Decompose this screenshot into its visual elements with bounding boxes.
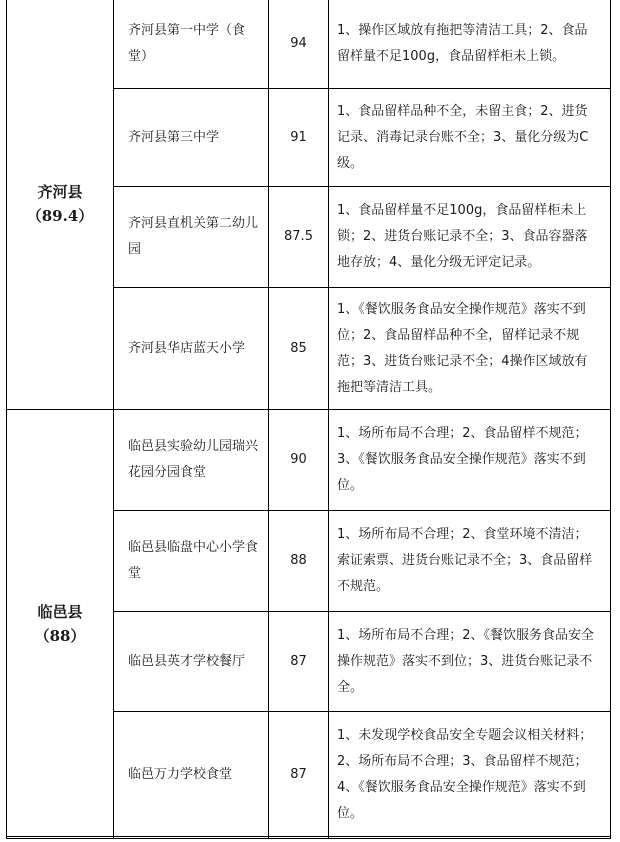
school-name-cell: 齐河县华店蓝天小学 [114, 288, 269, 410]
school-name-cell: 临邑县英才学校餐厅 [114, 612, 269, 712]
problems-cell: 1、场所布局不合理；2、食品留样不规范；3、《餐饮服务食品安全操作规范》落实不到位。 [329, 410, 611, 511]
score-cell: 91 [269, 89, 329, 187]
county-name: 临邑县 [37, 603, 83, 621]
problems-cell: 1、场所布局不合理；2、《餐饮服务食品安全操作规范》落实不到位；3、进货台账记录不全。 [329, 612, 611, 712]
problems-cell: 1、《餐饮服务食品安全操作规范》落实不到位；2、食品留样品种不全，留样记录不规范；3、进货台账记录不全；4操作区域放有拖把等清洁工具。 [329, 288, 611, 410]
county-average-score: （89.4） [26, 207, 94, 225]
score-cell: 90 [269, 410, 329, 511]
score-cell: 85 [269, 288, 329, 410]
school-name-cell: 齐河县第三中学 [114, 89, 269, 187]
problems-cell: 1、食品留样品种不全，未留主食；2、进货记录、消毒记录台账不全；3、量化分级为C级。 [329, 89, 611, 187]
score-cell: 87.5 [269, 187, 329, 288]
problems-cell: 1、食品留样量不足100g，食品留样柜未上锁；2、进货台账记录不全；3、食品容器落地存放；4、量化分级无评定记录。 [329, 187, 611, 288]
score-cell: 88 [269, 511, 329, 612]
score-cell: 87 [269, 712, 329, 839]
table-row [7, 0, 611, 89]
inspection-results-table [6, 0, 611, 839]
school-name-cell: 临邑县实验幼儿园瑞兴花园分园食堂 [114, 410, 269, 511]
score-cell: 87 [269, 612, 329, 712]
county-cell [7, 410, 114, 839]
problems-cell: 1、操作区域放有拖把等清洁工具；2、食品留样量不足100g，食品留样柜未上锁。 [329, 0, 611, 89]
table-row [7, 410, 611, 511]
problems-cell: 1、未发现学校食品安全专题会议相关材料；2、场所布局不合理；3、食品留样不规范；4、《餐饮服务食品安全操作规范》落实不到位。 [329, 712, 611, 839]
problems-cell: 1、场所布局不合理；2、食堂环境不清洁；索证索票、进货台账记录不全；3、食品留样不规范。 [329, 511, 611, 612]
county-average-score: （88） [34, 627, 86, 645]
score-cell: 94 [269, 0, 329, 89]
table-bottom-border [6, 836, 610, 837]
county-name: 齐河县 [37, 183, 83, 201]
school-name-cell: 临邑万力学校食堂 [114, 712, 269, 839]
county-cell [7, 0, 114, 410]
school-name-cell: 临邑县临盘中心小学食堂 [114, 511, 269, 612]
school-name-cell: 齐河县直机关第二幼儿园 [114, 187, 269, 288]
school-name-cell: 齐河县第一中学（食堂） [114, 0, 269, 89]
